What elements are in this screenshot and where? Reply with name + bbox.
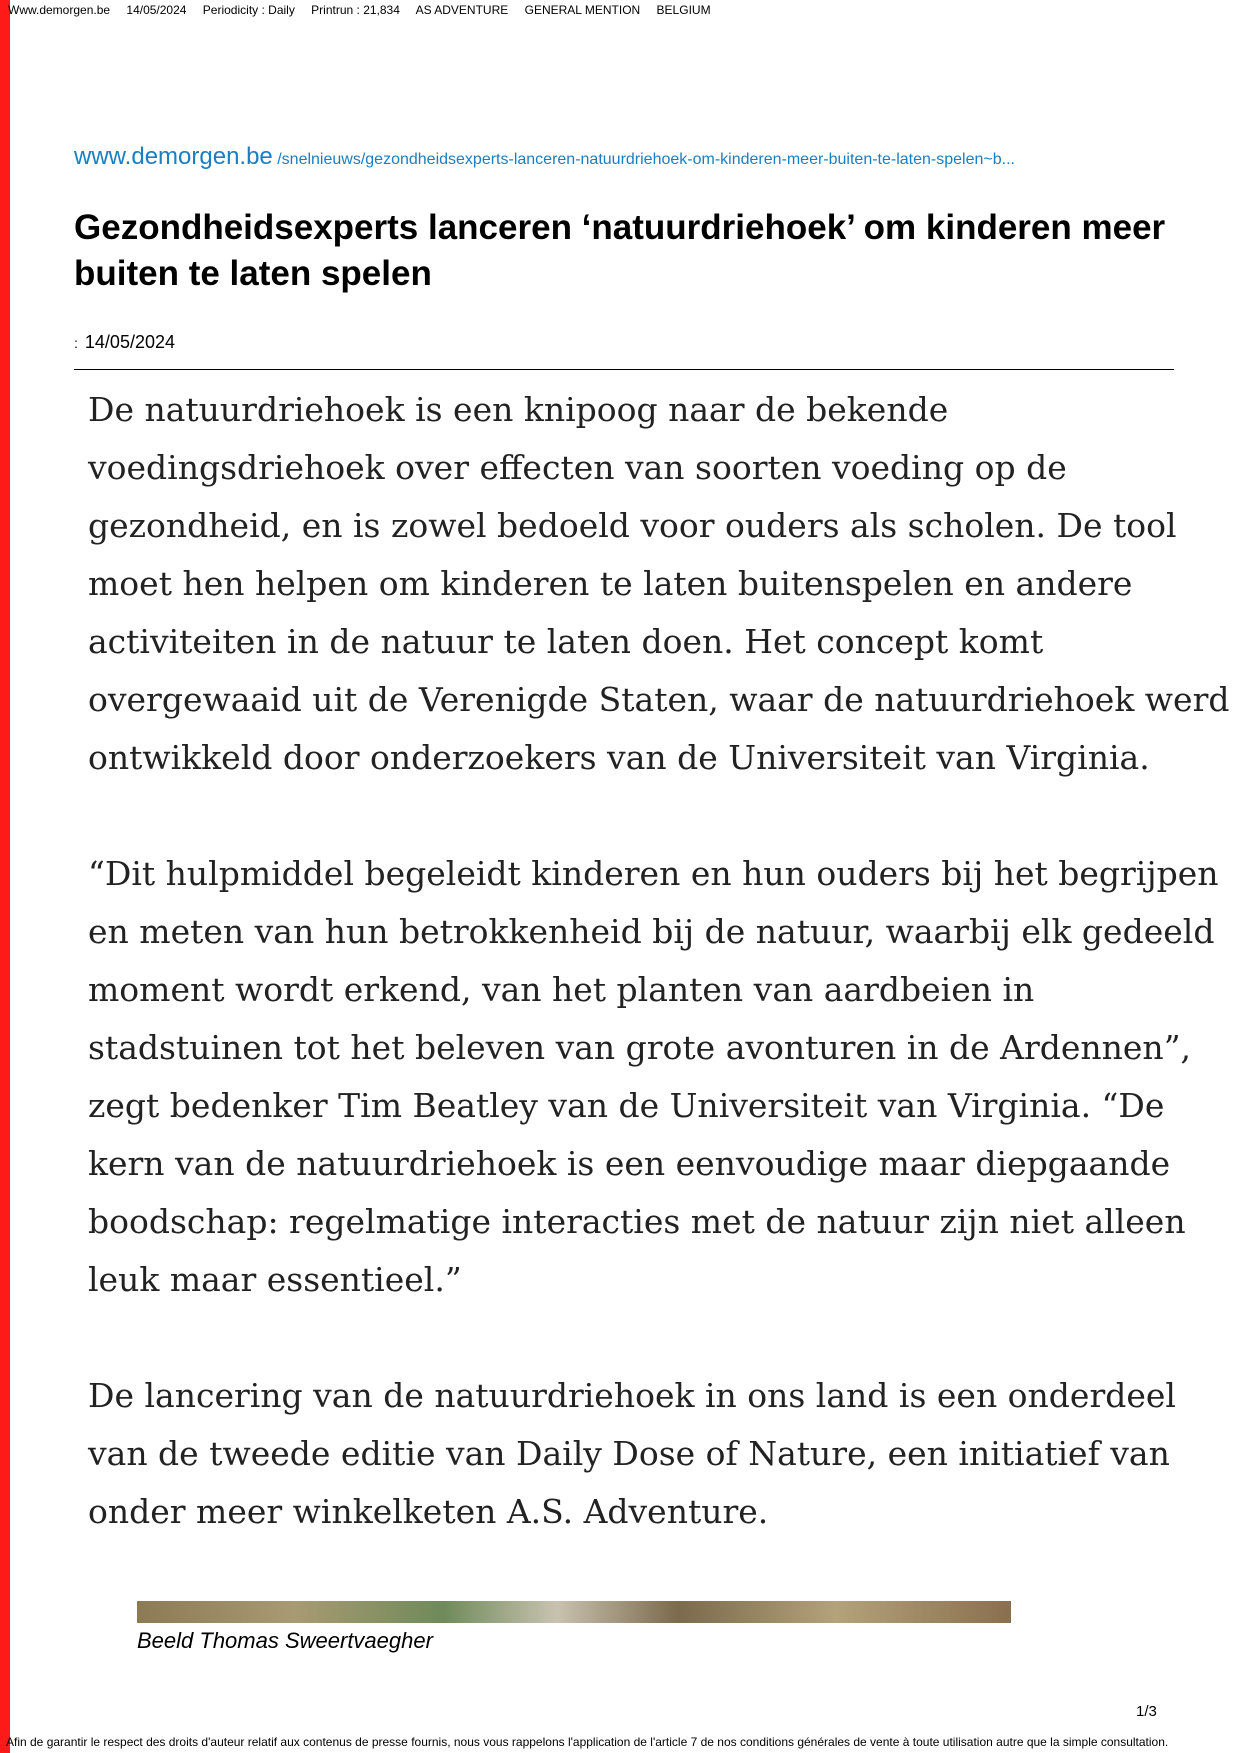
header-periodicity: Periodicity : Daily <box>202 3 295 17</box>
article-paragraph: De lancering van de natuurdriehoek in ons land is een onderdeel van de tweede editie van Daily Dose of Nature, een initiatief van onder meer winkelketen A.S. Adventure. <box>88 1376 1176 1531</box>
article-date: 14/05/2024 <box>84 332 175 352</box>
header-client: AS ADVENTURE <box>415 3 509 17</box>
source-url[interactable] <box>74 143 1174 171</box>
header-mention: GENERAL MENTION <box>524 3 641 17</box>
article-photo <box>137 1601 1011 1623</box>
margin-bar <box>0 0 10 1753</box>
article-paragraph: De natuurdriehoek is een knipoog naar de bekende voedingsdriehoek over effecten van soorten voeding op de gezondheid, en is zowel bedoeld voor ouders als scholen. De tool moet hen helpen om kinderen te laten buitenspelen en andere activiteiten in de natuur te laten doen. Het concept komt overgewaaid uit de Verenigde Staten, waar de natuurdriehoek werd ontwikkeld door onderzoekers van de Universiteit van Virginia. <box>88 390 1230 777</box>
header-printrun: Printrun : 21,834 <box>311 3 400 17</box>
header-country: BELGIUM <box>656 3 711 17</box>
article-title: Gezondheidsexperts lanceren ‘natuurdriehoek’ om kinderen meer buiten te laten spelen <box>74 208 1166 293</box>
source-domain[interactable]: www.demorgen.be <box>74 143 273 170</box>
article-date-line <box>74 332 175 353</box>
article-body <box>88 381 1233 1541</box>
page-number: 1/3 <box>1136 1703 1157 1720</box>
copyright-footer: Afin de garantir le respect des droits d'auteur relatif aux contenus de presse fournis, nous vous rappelons l'application de l'article 7 de nos conditions générales de vente à toute utilisation autre que la simple consultation. <box>6 1735 1169 1749</box>
header-date: 14/05/2024 <box>126 3 187 17</box>
header-site: Www.demorgen.be <box>8 3 111 17</box>
photo-caption: Beeld Thomas Sweertvaegher <box>137 1628 433 1653</box>
date-prefix: : <box>74 335 78 351</box>
article-paragraph: “Dit hulpmiddel begeleidt kinderen en hun ouders bij het begrijpen en meten van hun betrokkenheid bij de natuur, waarbij elk gedeeld moment wordt erkend, van het planten van aardbeien in stadstuinen tot het beleven van grote avonturen in de Ardennen”, zegt bedenker Tim Beatley van de Universiteit van Virginia. “De kern van de natuurdriehoek is een eenvoudige maar diepgaande boodschap: regelmatige interacties met de natuur zijn niet alleen leuk maar essentieel.” <box>88 854 1219 1299</box>
press-clipping-header <box>8 3 724 17</box>
divider <box>74 369 1174 370</box>
source-path[interactable]: /snelnieuws/gezondheidsexperts-lanceren-natuurdriehoek-om-kinderen-meer-buiten-te-laten-spelen~b... <box>277 151 1015 168</box>
